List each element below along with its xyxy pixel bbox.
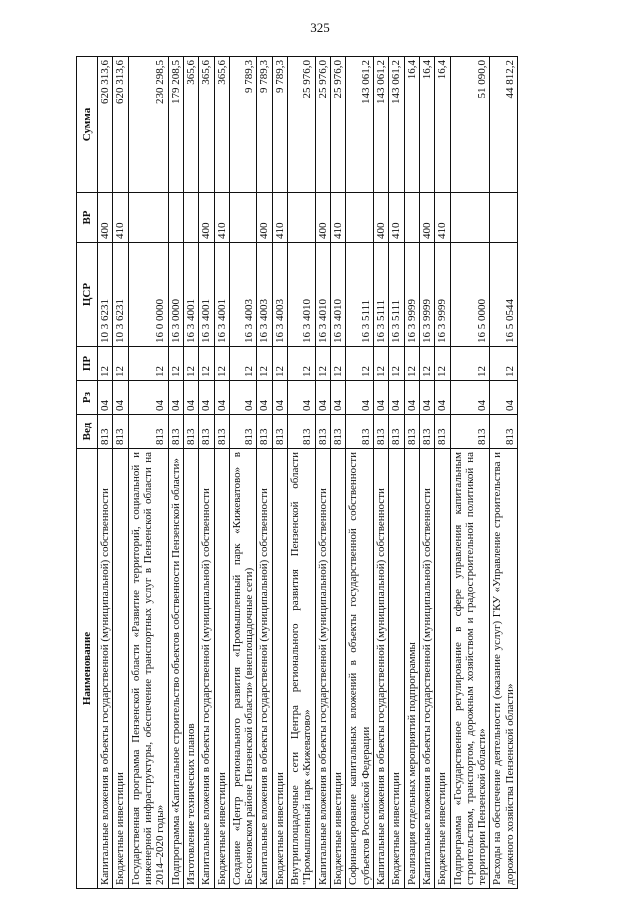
row-name-cell: Бюджетные инвестиции: [113, 449, 128, 889]
row-rz-cell: 04: [490, 381, 518, 415]
row-ved-cell: 813: [404, 415, 419, 449]
row-csr-cell: 16 5 0544: [490, 243, 518, 347]
row-name-cell: Государственная программа Пензенской области «Развитие территорий, социальной и инженерной инфраструктуры, обеспечение транспортных услуг в Пензенской области на 2014–2020 годы»: [128, 449, 168, 889]
row-pr-cell: 12: [199, 347, 214, 381]
row-rz-cell: 04: [389, 381, 404, 415]
row-csr-cell: 16 3 5111: [346, 243, 374, 347]
row-csr-cell: 16 3 4003: [272, 243, 287, 347]
row-name-cell: Бюджетные инвестиции: [214, 449, 229, 889]
row-sum-cell: 365,6: [214, 57, 229, 193]
table-row: [490, 57, 518, 889]
row-sum-cell: 365,6: [183, 57, 198, 193]
row-ved-cell: 813: [229, 415, 257, 449]
row-vr-cell: [183, 193, 198, 243]
row-name-cell: Бюджетные инвестиции: [435, 449, 450, 889]
row-vr-cell: 410: [331, 193, 346, 243]
row-rz-cell: 04: [229, 381, 257, 415]
row-name-cell: Подпрограмма «Капитальное строительство объектов собственности Пензенской области»: [168, 449, 183, 889]
row-sum-cell: 25 976,0: [315, 57, 330, 193]
row-rz-cell: 04: [168, 381, 183, 415]
row-ved-cell: 813: [450, 415, 490, 449]
row-name-cell: Подпрограмма «Государственное регулирование в сфере управления капитальным строительством, транспортом, дорожным хозяйством и градостроительной политикой на территории Пензенской области»: [450, 449, 490, 889]
row-vr-cell: 410: [113, 193, 128, 243]
row-pr-cell: 12: [272, 347, 287, 381]
row-vr-cell: 410: [389, 193, 404, 243]
row-name-cell: Изготовление технических планов: [183, 449, 198, 889]
budget-table: [76, 56, 518, 889]
row-ved-cell: 813: [214, 415, 229, 449]
row-name-cell: Расходы на обеспечение деятельности (оказание услуг) ГКУ «Управление строительства и дорожного хозяйства Пензенской области»: [490, 449, 518, 889]
table-row: [419, 57, 434, 889]
row-rz-cell: 04: [113, 381, 128, 415]
table-row: [214, 57, 229, 889]
row-pr-cell: 12: [490, 347, 518, 381]
row-pr-cell: 12: [331, 347, 346, 381]
row-name-cell: Бюджетные инвестиции: [389, 449, 404, 889]
row-pr-cell: 12: [419, 347, 434, 381]
row-csr-cell: 16 3 9999: [404, 243, 419, 347]
col-header-csr: ЦСР: [77, 243, 98, 347]
table-row: [168, 57, 183, 889]
row-ved-cell: 813: [346, 415, 374, 449]
row-ved-cell: 813: [331, 415, 346, 449]
col-header-sum: Сумма: [77, 57, 98, 193]
row-sum-cell: 16,4: [404, 57, 419, 193]
row-rz-cell: 04: [183, 381, 198, 415]
table-row: [346, 57, 374, 889]
row-name-cell: Капитальные вложения в объекты государственной (муниципальной) собственности: [419, 449, 434, 889]
row-name-cell: Капитальные вложения в объекты государственной (муниципальной) собственности: [315, 449, 330, 889]
table-row: [389, 57, 404, 889]
row-pr-cell: 12: [450, 347, 490, 381]
row-pr-cell: 12: [168, 347, 183, 381]
row-csr-cell: 16 3 9999: [419, 243, 434, 347]
row-name-cell: Капитальные вложения в объекты государственной (муниципальной) собственности: [257, 449, 272, 889]
row-ved-cell: 813: [373, 415, 388, 449]
col-header-pr: ПР: [77, 347, 98, 381]
row-vr-cell: [346, 193, 374, 243]
col-header-vr: ВР: [77, 193, 98, 243]
row-sum-cell: 620 313,6: [113, 57, 128, 193]
row-csr-cell: 16 3 4010: [288, 243, 316, 347]
row-vr-cell: [450, 193, 490, 243]
row-pr-cell: 12: [214, 347, 229, 381]
row-csr-cell: 16 3 4003: [257, 243, 272, 347]
row-vr-cell: 400: [315, 193, 330, 243]
row-vr-cell: [168, 193, 183, 243]
row-rz-cell: 04: [214, 381, 229, 415]
table-row: [128, 57, 168, 889]
row-ved-cell: 813: [272, 415, 287, 449]
row-ved-cell: 813: [98, 415, 113, 449]
row-csr-cell: 16 3 5111: [389, 243, 404, 347]
row-vr-cell: 400: [419, 193, 434, 243]
row-ved-cell: 813: [419, 415, 434, 449]
row-name-cell: Капитальные вложения в объекты государственной (муниципальной) собственности: [98, 449, 113, 889]
row-rz-cell: 04: [288, 381, 316, 415]
row-ved-cell: 813: [128, 415, 168, 449]
row-rz-cell: 04: [315, 381, 330, 415]
row-pr-cell: 12: [389, 347, 404, 381]
row-csr-cell: 16 3 4001: [183, 243, 198, 347]
table-row: [373, 57, 388, 889]
row-sum-cell: 9 789,3: [272, 57, 287, 193]
row-name-cell: Бюджетные инвестиции: [272, 449, 287, 889]
row-csr-cell: 16 0 0000: [128, 243, 168, 347]
row-rz-cell: 04: [331, 381, 346, 415]
row-csr-cell: 16 3 9999: [435, 243, 450, 347]
row-name-cell: Реализация отдельных мероприятий подпрограммы: [404, 449, 419, 889]
row-rz-cell: 04: [373, 381, 388, 415]
row-sum-cell: 620 313,6: [98, 57, 113, 193]
row-name-cell: Капитальные вложения в объекты государственной (муниципальной) собственности: [373, 449, 388, 889]
row-rz-cell: 04: [419, 381, 434, 415]
row-sum-cell: 16,4: [435, 57, 450, 193]
table-row: [183, 57, 198, 889]
row-sum-cell: 365,6: [199, 57, 214, 193]
col-header-ved: Вед: [77, 415, 98, 449]
row-sum-cell: 179 208,5: [168, 57, 183, 193]
row-ved-cell: 813: [389, 415, 404, 449]
row-vr-cell: [229, 193, 257, 243]
row-csr-cell: 16 3 0000: [168, 243, 183, 347]
row-sum-cell: 25 976,0: [331, 57, 346, 193]
col-header-name: Наименование: [77, 449, 98, 889]
row-csr-cell: 16 3 4003: [229, 243, 257, 347]
row-sum-cell: 9 789,3: [229, 57, 257, 193]
row-csr-cell: 10 3 6231: [98, 243, 113, 347]
row-vr-cell: 400: [199, 193, 214, 243]
row-pr-cell: 12: [229, 347, 257, 381]
row-name-cell: Софинансирование капитальных вложений в объекты государственной собственности субъектов Российской Федерации: [346, 449, 374, 889]
row-vr-cell: [288, 193, 316, 243]
row-sum-cell: 143 061,2: [346, 57, 374, 193]
row-vr-cell: 400: [257, 193, 272, 243]
row-csr-cell: 16 3 4010: [331, 243, 346, 347]
row-csr-cell: 16 3 5111: [373, 243, 388, 347]
row-rz-cell: 04: [435, 381, 450, 415]
table-row: [257, 57, 272, 889]
row-sum-cell: 44 812,2: [490, 57, 518, 193]
row-pr-cell: 12: [435, 347, 450, 381]
table-header-row: [77, 57, 98, 889]
table-row: [450, 57, 490, 889]
row-rz-cell: 04: [199, 381, 214, 415]
row-ved-cell: 813: [490, 415, 518, 449]
row-pr-cell: 12: [183, 347, 198, 381]
row-vr-cell: 410: [435, 193, 450, 243]
row-name-cell: Внутриплощадочные сети Центра регионального развития Пензенской области "Промышленный парк «Кижеватово»: [288, 449, 316, 889]
row-pr-cell: 12: [128, 347, 168, 381]
row-rz-cell: 04: [346, 381, 374, 415]
row-ved-cell: 813: [113, 415, 128, 449]
table-row: [272, 57, 287, 889]
table-row: [404, 57, 419, 889]
row-csr-cell: 16 3 4001: [214, 243, 229, 347]
row-sum-cell: 25 976,0: [288, 57, 316, 193]
table-row: [435, 57, 450, 889]
table-row: [331, 57, 346, 889]
col-header-rz: Рз: [77, 381, 98, 415]
row-sum-cell: 9 789,3: [257, 57, 272, 193]
row-ved-cell: 813: [288, 415, 316, 449]
row-name-cell: Капитальные вложения в объекты государственной (муниципальной) собственности: [199, 449, 214, 889]
row-csr-cell: 10 3 6231: [113, 243, 128, 347]
row-vr-cell: 410: [272, 193, 287, 243]
row-ved-cell: 813: [183, 415, 198, 449]
table-row: [315, 57, 330, 889]
row-csr-cell: 16 3 4010: [315, 243, 330, 347]
row-name-cell: Создание «Центр регионального развития «Промышленный парк «Кижеватово» в Бессоновском районе Пензенской области» (внеплощадочные сети): [229, 449, 257, 889]
row-pr-cell: 12: [113, 347, 128, 381]
row-sum-cell: 143 061,2: [389, 57, 404, 193]
row-name-cell: Бюджетные инвестиции: [331, 449, 346, 889]
page-number: 325: [310, 20, 330, 35]
row-ved-cell: 813: [168, 415, 183, 449]
row-vr-cell: 400: [373, 193, 388, 243]
table-row: [98, 57, 113, 889]
rotated-table-wrapper: [76, 57, 564, 889]
row-pr-cell: 12: [404, 347, 419, 381]
table-body: [98, 57, 518, 889]
row-ved-cell: 813: [257, 415, 272, 449]
row-rz-cell: 04: [404, 381, 419, 415]
row-ved-cell: 813: [199, 415, 214, 449]
row-vr-cell: 410: [214, 193, 229, 243]
row-vr-cell: [404, 193, 419, 243]
table-row: [199, 57, 214, 889]
row-rz-cell: 04: [128, 381, 168, 415]
row-pr-cell: 12: [315, 347, 330, 381]
row-ved-cell: 813: [435, 415, 450, 449]
row-sum-cell: 230 298,5: [128, 57, 168, 193]
row-vr-cell: [128, 193, 168, 243]
row-pr-cell: 12: [257, 347, 272, 381]
row-csr-cell: 16 3 4001: [199, 243, 214, 347]
row-ved-cell: 813: [315, 415, 330, 449]
row-pr-cell: 12: [346, 347, 374, 381]
row-sum-cell: 51 090,0: [450, 57, 490, 193]
table-row: [113, 57, 128, 889]
row-csr-cell: 16 5 0000: [450, 243, 490, 347]
row-pr-cell: 12: [288, 347, 316, 381]
row-rz-cell: 04: [272, 381, 287, 415]
row-pr-cell: 12: [98, 347, 113, 381]
row-vr-cell: [490, 193, 518, 243]
row-sum-cell: 143 061,2: [373, 57, 388, 193]
row-rz-cell: 04: [257, 381, 272, 415]
table-row: [229, 57, 257, 889]
row-rz-cell: 04: [450, 381, 490, 415]
row-pr-cell: 12: [373, 347, 388, 381]
table-row: [288, 57, 316, 889]
row-vr-cell: 400: [98, 193, 113, 243]
row-rz-cell: 04: [98, 381, 113, 415]
row-sum-cell: 16,4: [419, 57, 434, 193]
